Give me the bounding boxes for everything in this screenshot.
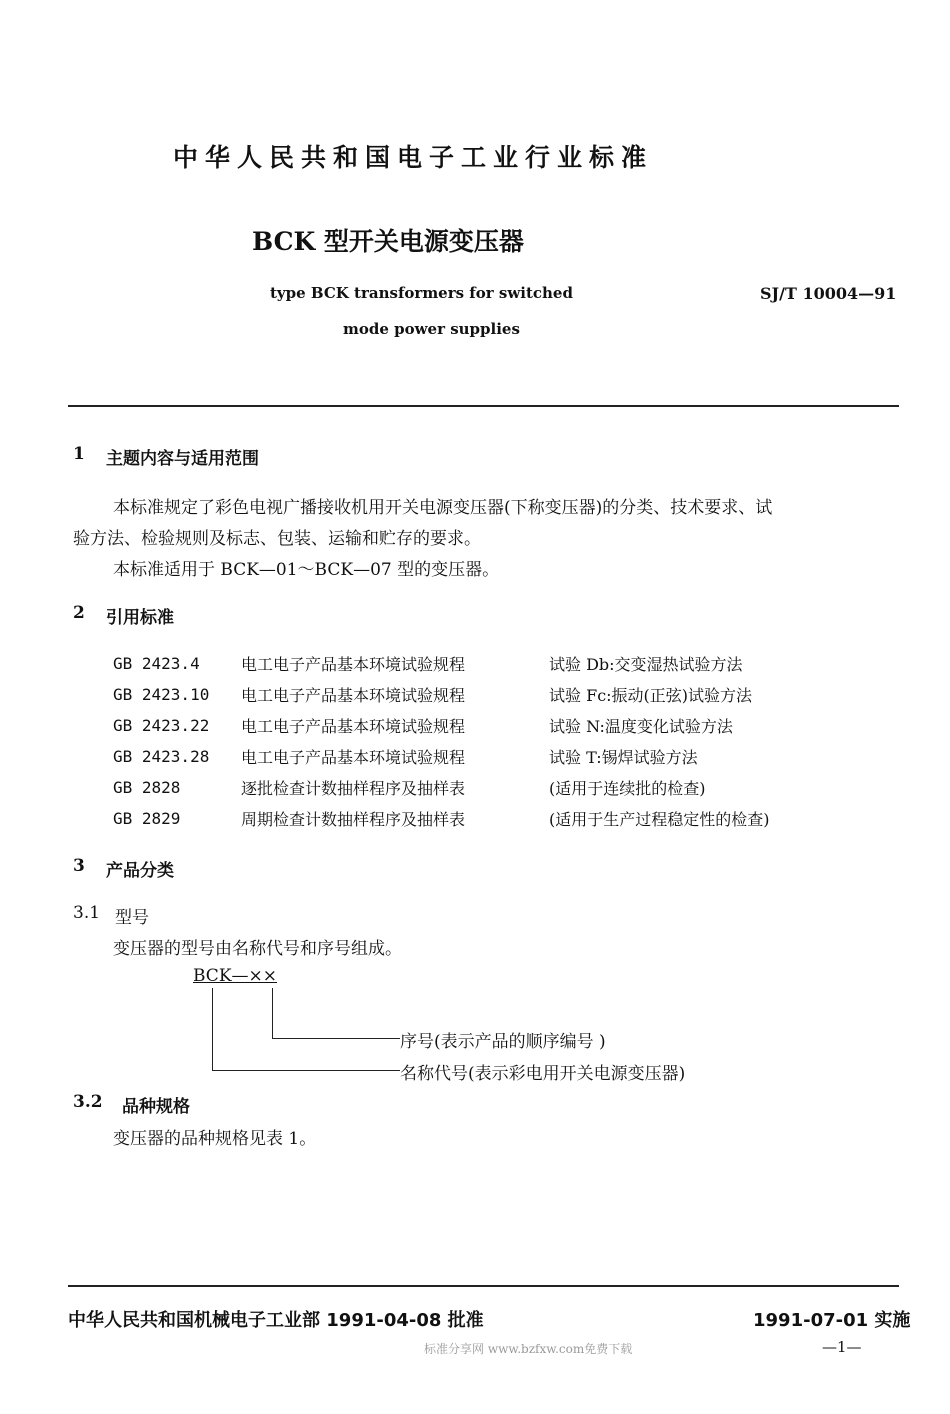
section-2-heading: 引用标准 <box>106 608 174 628</box>
table-row <box>113 772 770 803</box>
section-1-para2: 本标准适用于 BCK—01～BCK—07 型的变压器。 <box>113 560 500 580</box>
english-title-line1: type BCK transformers for switched <box>270 284 573 302</box>
ref-note: 试验 Db:交变湿热试验方法 <box>549 655 743 674</box>
implementation-date: 1991-07-01 实施 <box>753 1310 911 1331</box>
ref-title: 逐批检查计数抽样程序及抽样表 <box>241 779 466 798</box>
ref-code: GB 2828 <box>113 778 181 797</box>
ref-note: 试验 N:温度变化试验方法 <box>549 717 733 736</box>
model-code: BCK—×× <box>193 966 278 986</box>
section-1-para1-line1: 本标准规定了彩色电视广播接收机用开关电源变压器(下称变压器)的分类、技术要求、试 <box>113 498 773 518</box>
table-row <box>113 710 770 741</box>
section-3-2-heading: 品种规格 <box>122 1097 190 1117</box>
name-code-label: 名称代号(表示彩电用开关电源变压器) <box>400 1064 686 1084</box>
section-2-number: 2 <box>73 603 85 623</box>
section-1-para1-line2: 验方法、检验规则及标志、包装、运输和贮存的要求。 <box>73 529 481 549</box>
standard-body-title: 中华人民共和国电子工业行业标准 <box>173 143 654 172</box>
name-bracket-vertical <box>212 988 213 1070</box>
ref-note: (适用于连续批的检查) <box>549 779 706 798</box>
ref-code: GB 2423.22 <box>113 716 210 735</box>
ref-note: 试验 Fc:振动(正弦)试验方法 <box>549 686 753 705</box>
table-row <box>113 648 770 679</box>
ref-code: GB 2423.10 <box>113 685 210 704</box>
ref-title: 电工电子产品基本环境试验规程 <box>241 717 466 736</box>
header-divider <box>68 405 899 407</box>
reference-standards-table <box>113 648 770 834</box>
serial-bracket-horizontal <box>272 1038 400 1039</box>
ref-title: 电工电子产品基本环境试验规程 <box>241 748 466 767</box>
ref-title: 电工电子产品基本环境试验规程 <box>241 655 466 674</box>
section-3-1-text: 变压器的型号由名称代号和序号组成。 <box>113 939 402 959</box>
approval-line: 中华人民共和国机械电子工业部 1991-04-08 批准 <box>68 1310 484 1331</box>
table-row <box>113 679 770 710</box>
ref-title: 周期检查计数抽样程序及抽样表 <box>241 810 466 829</box>
section-3-1-heading: 型号 <box>115 908 149 928</box>
section-3-heading: 产品分类 <box>106 861 174 881</box>
ref-code: GB 2829 <box>113 809 181 828</box>
section-3-number: 3 <box>73 856 85 876</box>
section-3-2-number: 3.2 <box>73 1092 103 1112</box>
table-row <box>113 803 770 834</box>
page-number: —1— <box>822 1338 862 1356</box>
section-1-heading: 主题内容与适用范围 <box>106 449 259 469</box>
serial-number-label: 序号(表示产品的顺序编号 ) <box>400 1032 606 1052</box>
table-row <box>113 741 770 772</box>
ref-code: GB 2423.28 <box>113 747 210 766</box>
watermark-text: 标准分享网 www.bzfxw.com免费下载 <box>424 1342 633 1356</box>
name-bracket-horizontal <box>212 1070 400 1071</box>
ref-title: 电工电子产品基本环境试验规程 <box>241 686 466 705</box>
section-1-number: 1 <box>73 444 85 464</box>
ref-code: GB 2423.4 <box>113 654 200 673</box>
document-title: BCK 型开关电源变压器 <box>252 227 524 256</box>
footer-divider <box>68 1285 899 1287</box>
standard-code: SJ/T 10004—91 <box>760 284 897 303</box>
serial-bracket-vertical <box>272 988 273 1038</box>
ref-note: (适用于生产过程稳定性的检查) <box>549 810 770 829</box>
section-3-1-number: 3.1 <box>73 903 101 923</box>
english-title-line2: mode power supplies <box>343 320 520 338</box>
ref-note: 试验 T:锡焊试验方法 <box>549 748 698 767</box>
section-3-2-text: 变压器的品种规格见表 1。 <box>113 1129 317 1149</box>
